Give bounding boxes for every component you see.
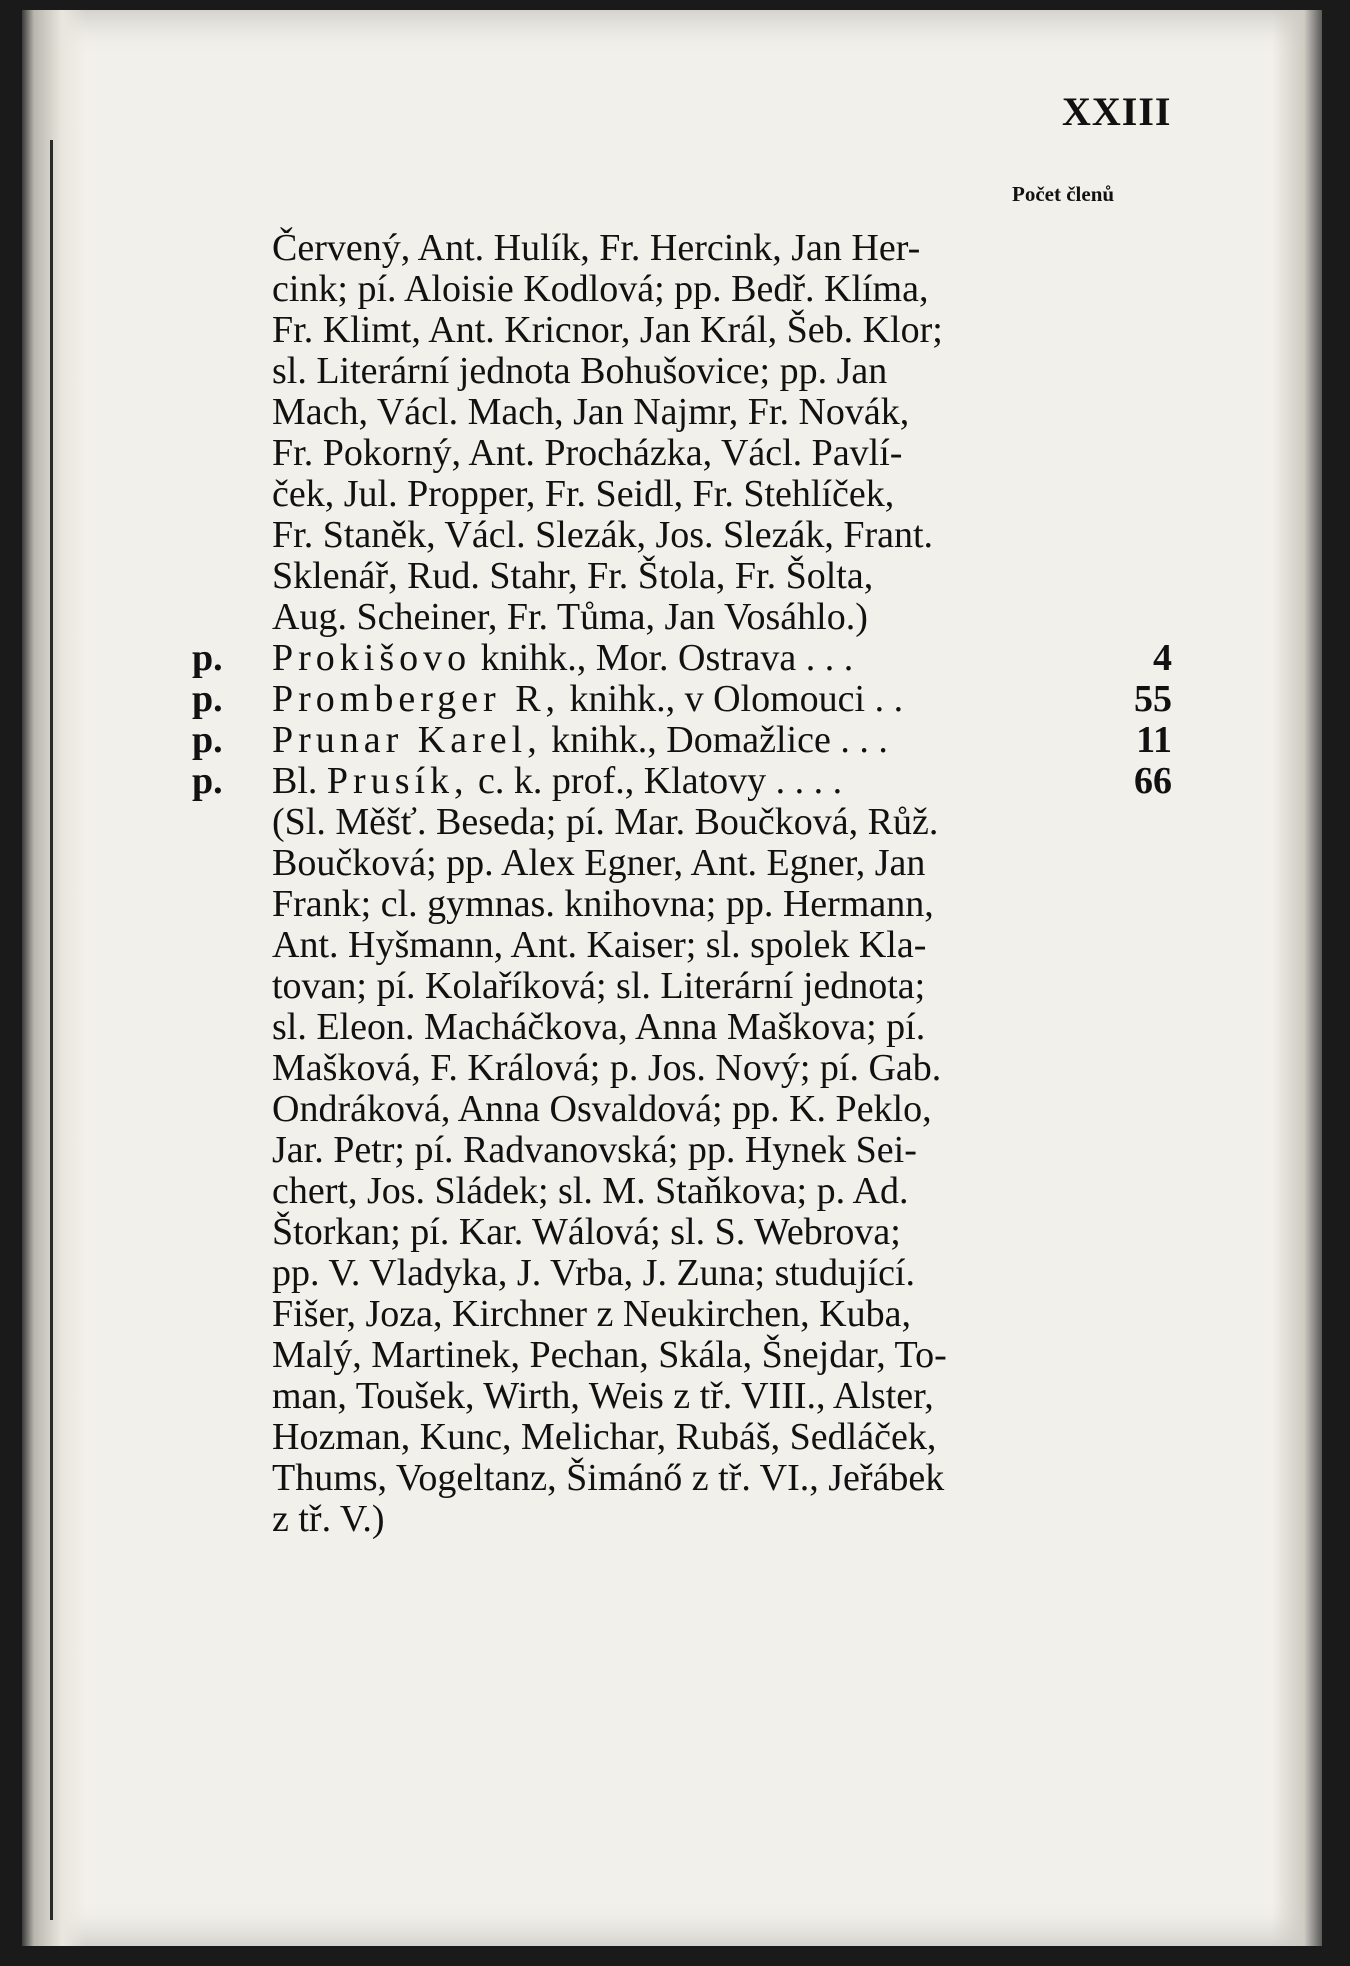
list-entry-prunar: p. Prunar Karel, knihk., Domažlice . . . 11 [192,719,1172,761]
member-list [192,228,1192,1540]
text-line: ček, Jul. Propper, Fr. Seidl, Fr. Stehlíček, [272,473,895,515]
entry-count: 55 [1134,678,1172,720]
text-line: Mašková, F. Králová; p. Jos. Nový; pí. Gab. [272,1047,942,1089]
entry-name: Prunar Karel, [272,719,542,761]
text-line: man, Toušek, Wirth, Weis z tř. VIII., Alster, [272,1375,934,1417]
text-line: Jar. Petr; pí. Radvanovská; pp. Hynek Sei- [272,1129,917,1171]
text-line: Červený, Ant. Hulík, Fr. Hercink, Jan Her- [272,227,921,269]
list-entry-prusik: p. Bl. Prusík, c. k. prof., Klatovy . . . . 66 [192,760,1172,802]
entry-marker: p. [192,678,223,720]
text-line: z tř. V.) [272,1498,385,1540]
entry-count: 11 [1136,719,1172,761]
page-left-edge-shadow [22,10,86,1946]
entry-name: Promberger R, [272,678,561,720]
entry-name: Prokišovo [272,637,472,679]
entry-count: 4 [1153,637,1172,679]
text-line: sl. Eleon. Macháčkova, Anna Maškova; pí. [272,1006,926,1048]
text-line: Fišer, Joza, Kirchner z Neukirchen, Kuba, [272,1293,911,1335]
list-entry-promberger: p. Promberger R, knihk., v Olomouci . . 55 [192,678,1172,720]
intro-paragraph [192,228,1192,638]
text-line: tovan; pí. Kolaříková; sl. Literární jednota; [272,965,926,1007]
book-page [22,10,1322,1946]
member-count-header: Počet členů [1012,182,1115,206]
text-line: Hozman, Kunc, Melichar, Rubáš, Sedláček, [272,1416,937,1458]
entry-name: Prusík, [326,760,469,802]
text-line: Štorkan; pí. Kar. Wálová; sl. S. Webrova; [272,1211,901,1253]
text-line: Sklenář, Rud. Stahr, Fr. Štola, Fr. Šolta, [272,555,874,597]
detail-paragraph [192,802,1192,1540]
page-number: XXIII [1062,89,1172,134]
list-entry-prokisovo: p. Prokišovo knihk., Mor. Ostrava . . . 4 [192,637,1172,679]
text-line: (Sl. Měšť. Beseda; pí. Mar. Boučková, Růž. [272,801,939,843]
entry-marker: p. [192,637,223,679]
text-line: Ant. Hyšmann, Ant. Kaiser; sl. spolek Kla- [272,924,927,966]
entry-count: 66 [1134,760,1172,802]
text-line: cink; pí. Aloisie Kodlová; pp. Bedř. Klíma, [272,268,929,310]
text-line: Aug. Scheiner, Fr. Tůma, Jan Vosáhlo.) [272,596,868,638]
text-line: Thums, Vogeltanz, Šimánő z tř. VI., Jeřábek [272,1457,945,1499]
entry-marker: p. [192,760,223,802]
entry-marker: p. [192,719,223,761]
text-line: Fr. Pokorný, Ant. Procházka, Václ. Pavlí- [272,432,903,474]
text-line: Ondráková, Anna Osvaldová; pp. K. Peklo, [272,1088,932,1130]
page-right-edge-shadow [1272,10,1322,1946]
binding-line [50,140,53,1920]
text-line: Fr. Klimt, Ant. Kricnor, Jan Král, Šeb. Klor; [272,309,943,351]
text-line: Frank; cl. gymnas. knihovna; pp. Hermann, [272,883,934,925]
text-line: Fr. Staněk, Václ. Slezák, Jos. Slezák, Frant. [272,514,934,556]
text-line: Mach, Václ. Mach, Jan Najmr, Fr. Novák, [272,391,910,433]
text-line: Malý, Martinek, Pechan, Skála, Šnejdar, To- [272,1334,947,1376]
text-line: pp. V. Vladyka, J. Vrba, J. Zuna; studující. [272,1252,915,1294]
text-line: Boučková; pp. Alex Egner, Ant. Egner, Jan [272,842,926,884]
text-line: chert, Jos. Sládek; sl. M. Staňkova; p. Ad. [272,1170,909,1212]
text-line: sl. Literární jednota Bohušovice; pp. Jan [272,350,888,392]
